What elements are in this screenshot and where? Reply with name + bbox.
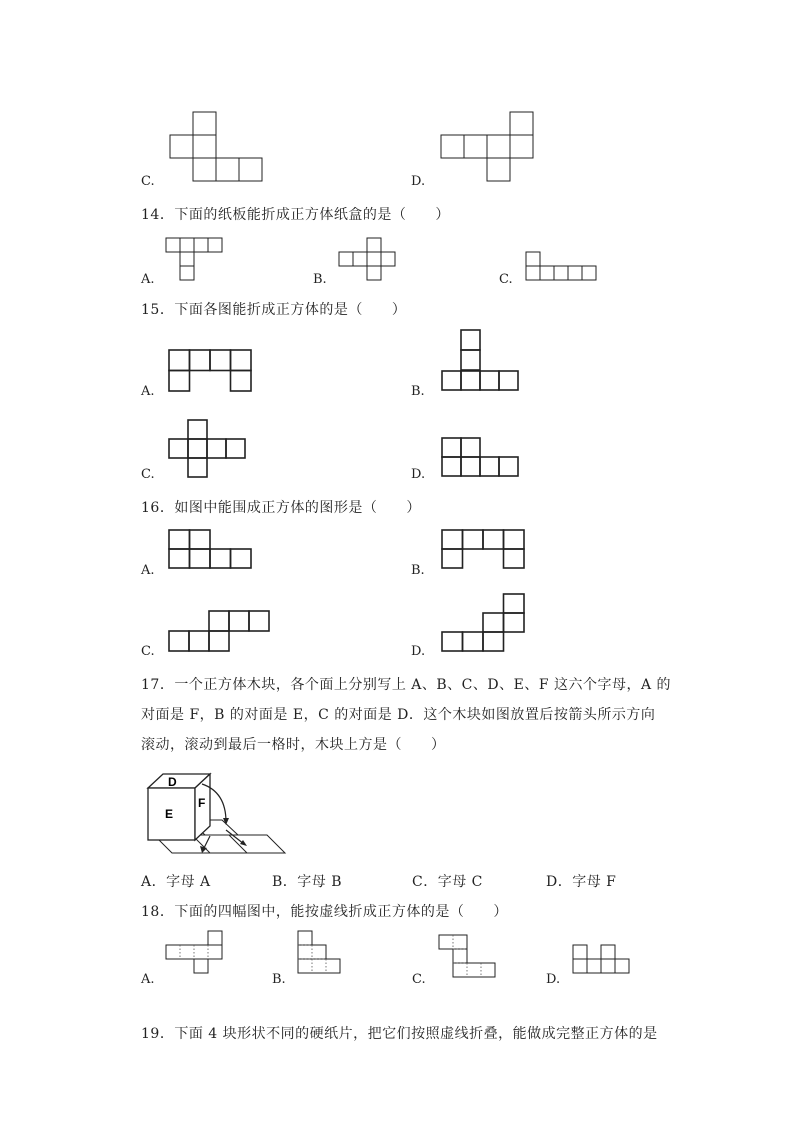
q16-option-d-label: D.	[411, 644, 426, 659]
q16-text: 16．如图中能围成正方体的图形是（ ）	[141, 500, 421, 516]
down-arrow	[204, 836, 210, 848]
q15-net-a[interactable]	[169, 350, 255, 395]
q16-net-d[interactable]	[442, 594, 528, 654]
q14-option-c-label: C.	[499, 272, 513, 287]
cube-side-letter: F	[198, 796, 206, 810]
q17-text-line2: 对面是 F，B 的对面是 E，C 的对面是 D．这个木块如图放置后按箭头所示方向	[141, 707, 656, 723]
q15-text: 15．下面各图能折成正方体的是（ ）	[141, 302, 407, 318]
q13-option-d-label: D.	[411, 174, 426, 189]
q16-net-b[interactable]	[442, 530, 528, 572]
q17-answer-b[interactable]: B．字母 B	[272, 874, 343, 890]
q15-net-c[interactable]	[169, 420, 247, 480]
q18-option-b-label: B.	[272, 972, 286, 987]
q16-option-a-label: A.	[141, 563, 155, 578]
q14-text: 14．下面的纸板能折成正方体纸盒的是（ ）	[141, 207, 450, 223]
q17-text-line3: 滚动，滚动到最后一格时，木块上方是（ ）	[141, 737, 446, 753]
q16-option-c-label: C.	[141, 644, 155, 659]
q18-option-a-label: A.	[141, 972, 155, 987]
q19-text: 19．下面 4 块形状不同的硬纸片，把它们按照虚线折叠，能做成完整正方体的是	[141, 1026, 658, 1042]
q18-option-d-label: D.	[546, 972, 561, 987]
q13-net-c[interactable]	[170, 112, 265, 184]
q16-option-b-label: B.	[411, 563, 425, 578]
q15-net-d[interactable]	[442, 438, 520, 478]
q15-option-b-label: B.	[411, 384, 425, 399]
q18-net-d[interactable]	[573, 945, 633, 983]
q17-cube-diagram	[140, 770, 290, 860]
cube-front-letter: E	[165, 807, 174, 821]
q13-option-c-label: C.	[141, 174, 155, 189]
q18-net-a[interactable]	[166, 931, 226, 983]
q14-option-b-label: B.	[313, 272, 327, 287]
q18-option-c-label: C.	[412, 972, 426, 987]
q17-answer-d[interactable]: D．字母 F	[546, 874, 617, 890]
q14-net-c[interactable]	[526, 252, 601, 284]
q17-answer-c[interactable]: C．字母 C	[412, 874, 483, 890]
q18-net-c[interactable]	[439, 935, 499, 983]
q15-net-b[interactable]	[442, 330, 522, 392]
q16-net-a[interactable]	[169, 530, 255, 572]
q17-text-line1: 17．一个正方体木块，各个面上分别写上 A、B、C、D、E、F 这六个字母，A 的	[141, 677, 672, 693]
cube-top-letter: D	[168, 775, 177, 789]
q16-net-c[interactable]	[169, 611, 275, 655]
q18-text: 18．下面的四幅图中，能按虚线折成正方体的是（ ）	[141, 904, 508, 920]
q18-net-b[interactable]	[298, 931, 348, 983]
q15-option-a-label: A.	[141, 384, 155, 399]
q14-net-a[interactable]	[166, 238, 226, 283]
q13-net-d[interactable]	[441, 112, 536, 184]
q15-option-d-label: D.	[411, 467, 426, 482]
q17-answer-a[interactable]: A．字母 A	[141, 874, 211, 890]
q15-option-c-label: C.	[141, 467, 155, 482]
q14-option-a-label: A.	[141, 272, 155, 287]
q14-net-b[interactable]	[339, 238, 399, 283]
